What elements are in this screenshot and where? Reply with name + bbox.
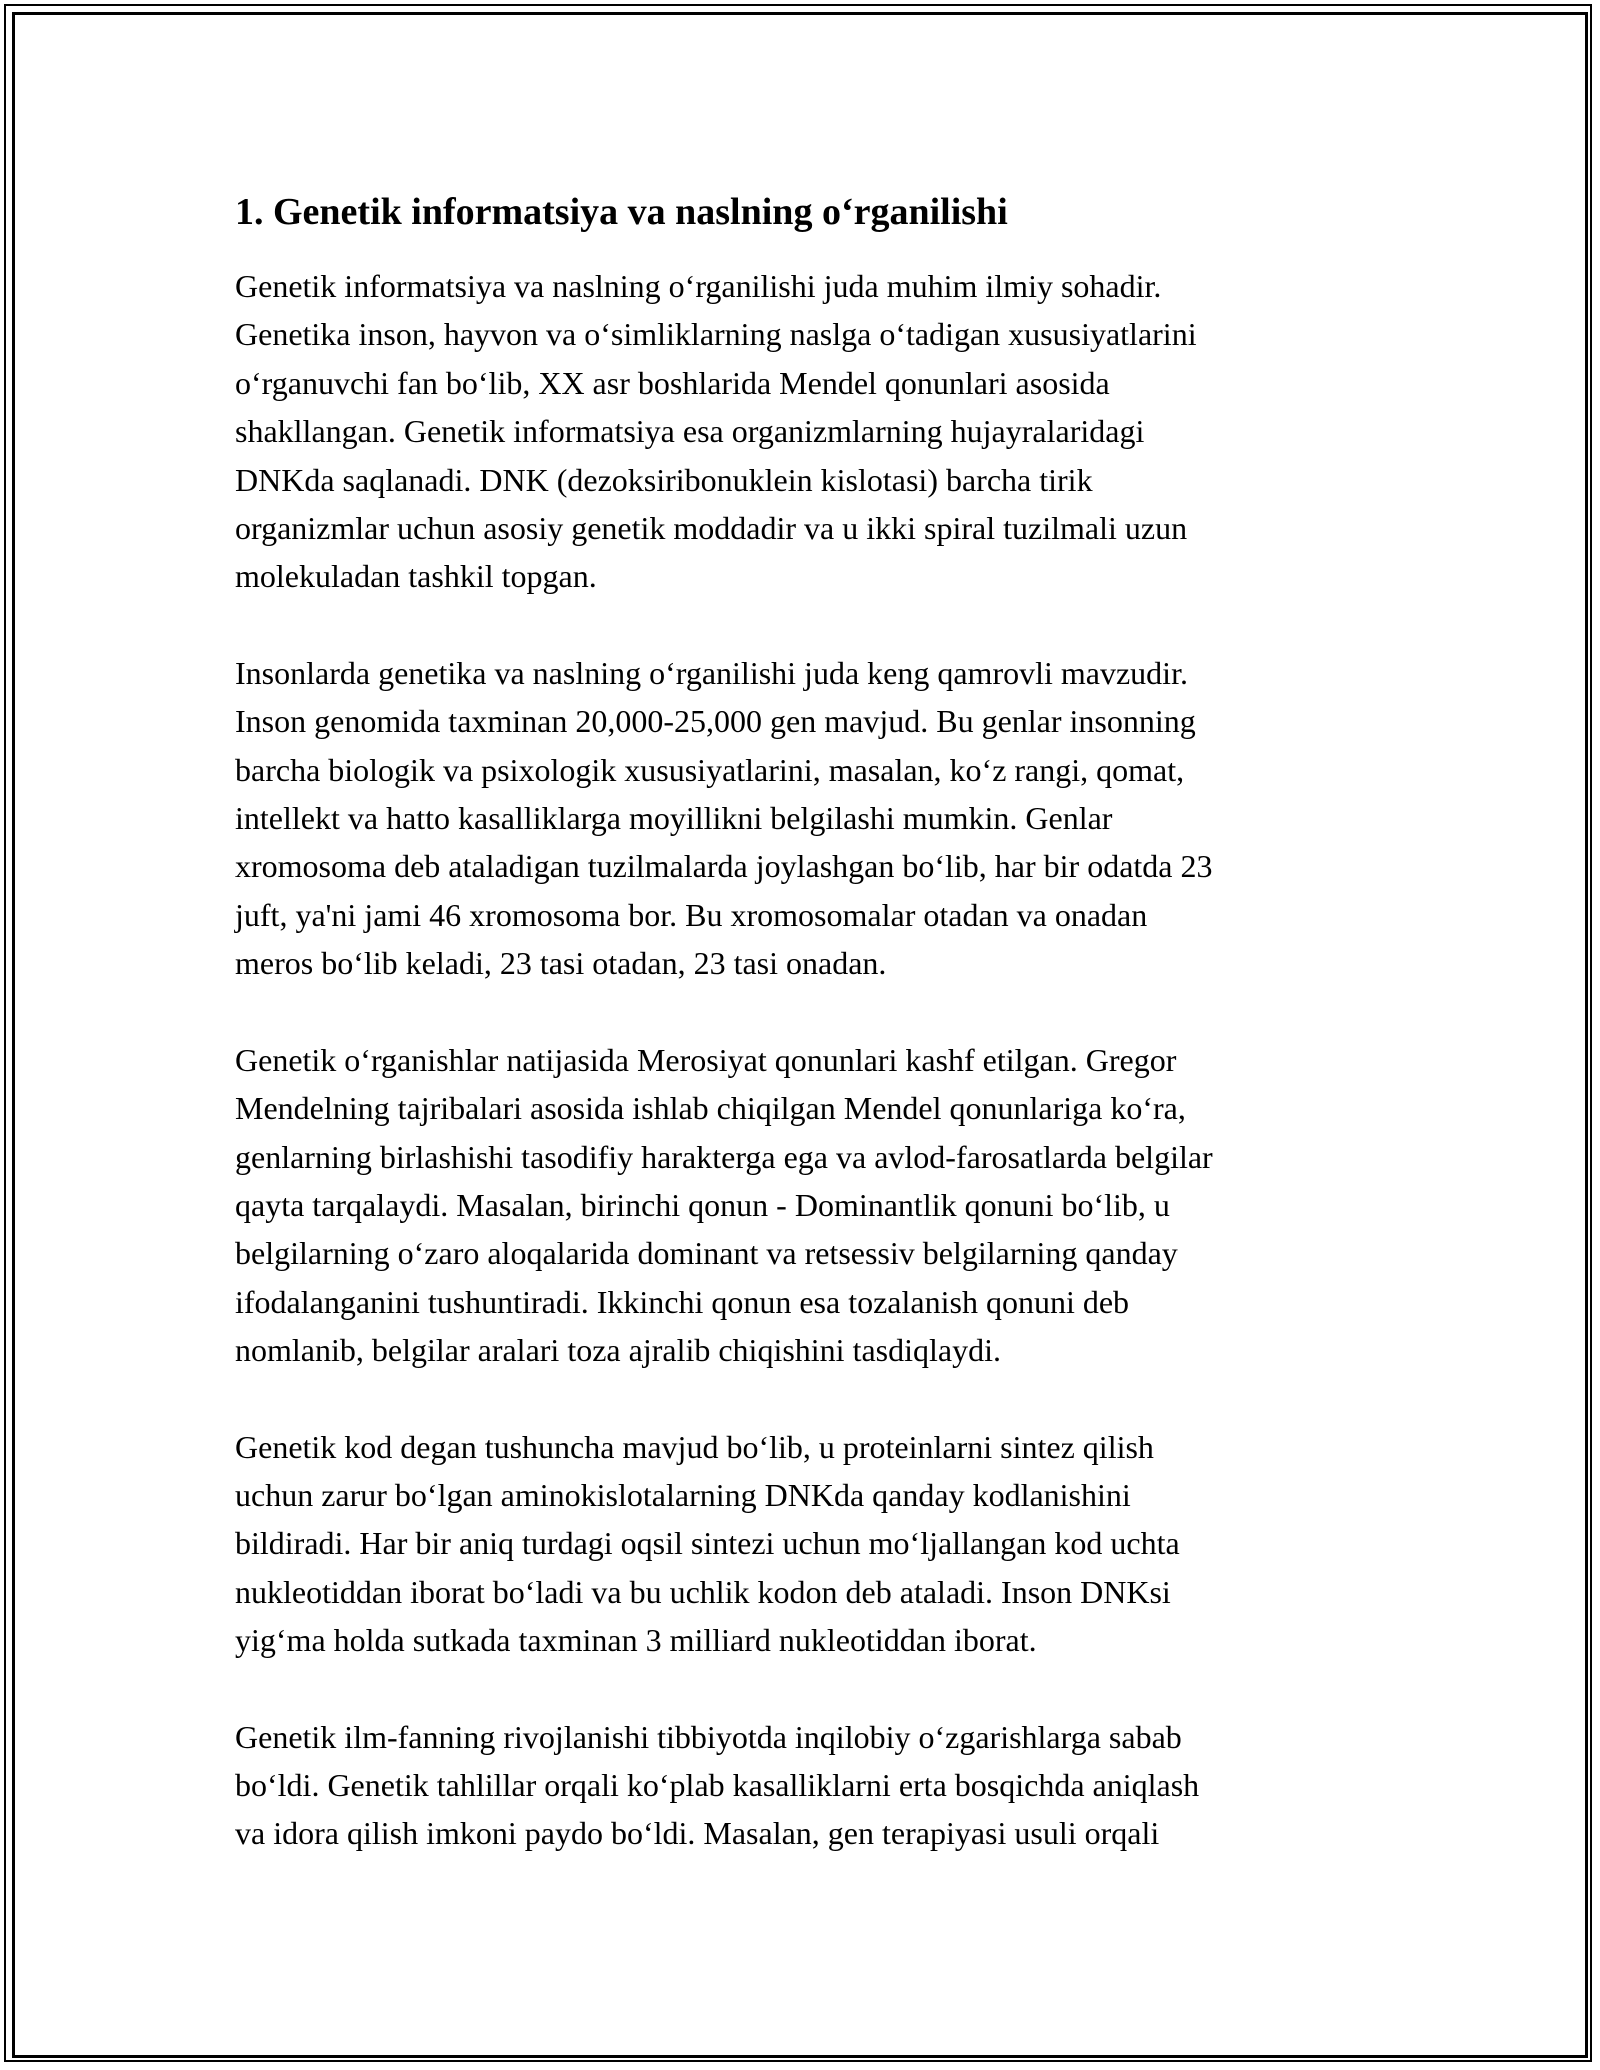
paragraph-line: molekuladan tashkil topgan. (235, 558, 597, 595)
paragraph-line: Insonlarda genetika va naslning o‘rganilishi juda keng qamrovli mavzudir. (235, 654, 1188, 691)
paragraph-line: xromosoma deb ataladigan tuzilmalarda joylashgan bo‘lib, har bir odatda 23 (235, 848, 1213, 885)
paragraph-line: Genetik o‘rganishlar natijasida Merosiyat qonunlari kashf etilgan. Gregor (235, 1041, 1177, 1078)
paragraph-line: Genetik ilm-fanning rivojlanishi tibbiyotda inqilobiy o‘zgarishlarga sabab (235, 1718, 1182, 1755)
paragraph-line: o‘rganuvchi fan bo‘lib, XX asr boshlarida Mendel qonunlari asosida (235, 364, 1110, 401)
paragraph-line: Mendelning tajribalari asosida ishlab chiqilgan Mendel qonunlariga ko‘ra, (235, 1090, 1186, 1127)
paragraph-line: va idora qilish imkoni paydo bo‘ldi. Masalan, gen terapiyasi usuli orqali (235, 1815, 1160, 1852)
paragraph-line: Inson genomida taxminan 20,000-25,000 gen mavjud. Bu genlar insonning (235, 703, 1196, 740)
paragraph-line: intellekt va hatto kasalliklarga moyillikni belgilashi mumkin. Genlar (235, 800, 1113, 837)
paragraph-line: ifodalanganini tushuntiradi. Ikkinchi qonun esa tozalanish qonuni deb (235, 1283, 1130, 1320)
paragraph-2 (235, 649, 1375, 988)
paragraph-line: nukleotiddan iborat bo‘ladi va bu uchlik kodon deb ataladi. Inson DNKsi (235, 1573, 1171, 1610)
paragraph-line: belgilarning o‘zaro aloqalarida dominant va retsessiv belgilarning qanday (235, 1235, 1178, 1272)
paragraph-line: yig‘ma holda sutkada taxminan 3 milliard nukleotiddan iborat. (235, 1622, 1037, 1659)
document-title: 1. Genetik informatsiya va naslning o‘rganilishi (235, 191, 1008, 233)
paragraph-line: bildiradi. Har bir aniq turdagi oqsil sintezi uchun mo‘ljallangan kod uchta (235, 1525, 1180, 1562)
paragraph-line: organizmlar uchun asosiy genetik moddadir va u ikki spiral tuzilmali uzun (235, 510, 1188, 547)
document-body (235, 188, 1375, 1906)
paragraph-line: DNKda saqlanadi. DNK (dezoksiribonuklein kislotasi) barcha tirik (235, 461, 1093, 498)
paragraph-line: bo‘ldi. Genetik tahlillar orqali ko‘plab kasalliklarni erta bosqichda aniqlash (235, 1766, 1200, 1803)
paragraph-line: genlarning birlashishi tasodifiy harakterga ega va avlod-farosatlarda belgilar (235, 1138, 1213, 1175)
paragraph-line: Genetika inson, hayvon va o‘simliklarning naslga o‘tadigan xususiyatlarini (235, 316, 1197, 353)
paragraph-line: meros bo‘lib keladi, 23 tasi otadan, 23 tasi onadan. (235, 945, 887, 982)
paragraph-line: qayta tarqalaydi. Masalan, birinchi qonun - Dominantlik qonuni bo‘lib, u (235, 1186, 1170, 1223)
paragraph-5 (235, 1713, 1375, 1858)
paragraph-line: juft, ya'ni jami 46 xromosoma bor. Bu xromosomalar otadan va onadan (235, 896, 1148, 933)
paragraph-line: Genetik informatsiya va naslning o‘rganilishi juda muhim ilmiy sohadir. (235, 268, 1162, 304)
paragraph-line: shakllangan. Genetik informatsiya esa organizmlarning hujayralaridagi (235, 413, 1145, 450)
paragraph-line: barcha biologik va psixologik xususiyatlarini, masalan, ko‘z rangi, qomat, (235, 751, 1185, 788)
paragraph-4 (235, 1423, 1375, 1665)
paragraph-line: uchun zarur bo‘lgan aminokislotalarning DNKda qanday kodlanishini (235, 1476, 1131, 1513)
paragraph-line: nomlanib, belgilar aralari toza ajralib chiqishini tasdiqlaydi. (235, 1332, 1001, 1369)
paragraph-3 (235, 1036, 1375, 1375)
paragraph-1 (235, 262, 1375, 601)
paragraph-line: Genetik kod degan tushuncha mavjud bo‘lib, u proteinlarni sintez qilish (235, 1428, 1154, 1465)
